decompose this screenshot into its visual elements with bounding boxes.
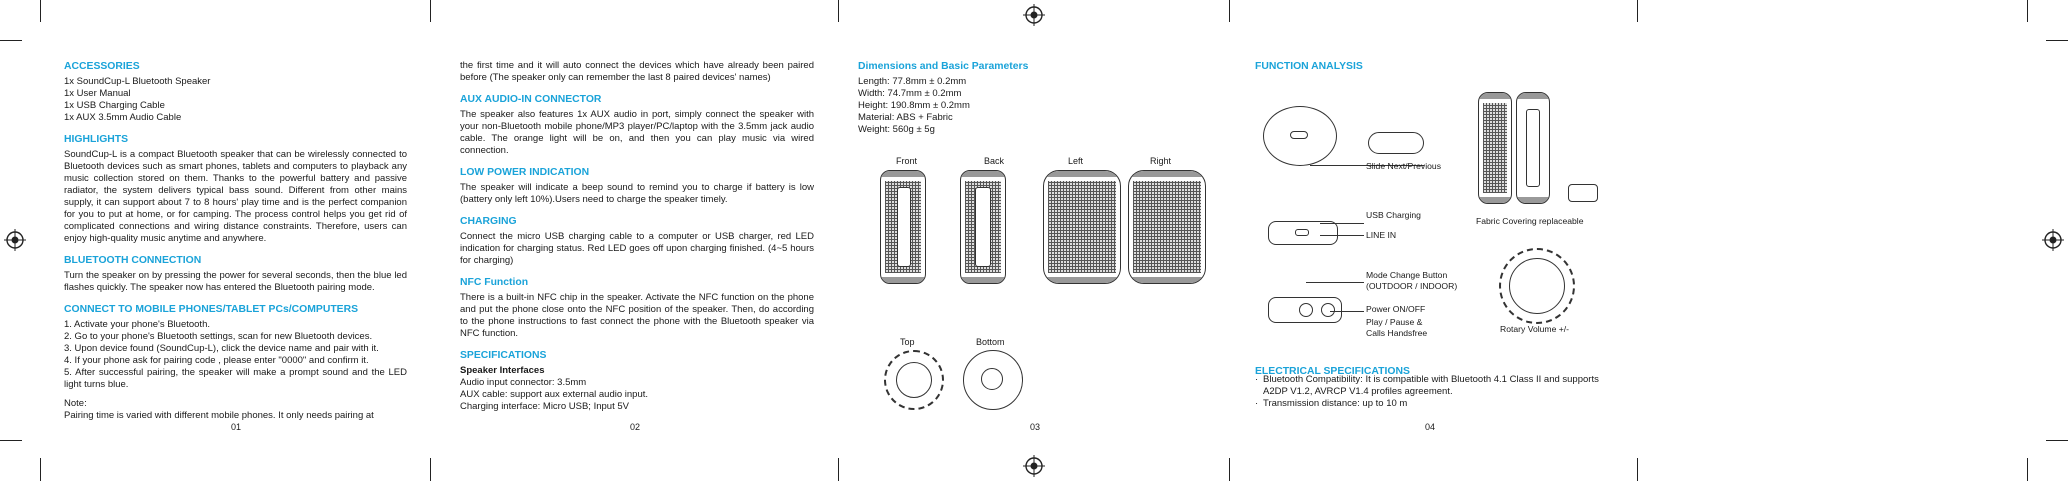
- page-number: 02: [630, 422, 641, 432]
- charging-body: Connect the micro USB charging cable to a computer or USB charger, red LED indication for charging status. Red LED goes off upon charging finished. (4~5 hours for charging): [460, 231, 814, 266]
- specifications-heading: SPECIFICATIONS: [460, 350, 547, 361]
- line-in-label: LINE IN: [1366, 230, 1397, 240]
- crop-mark: [2046, 40, 2068, 41]
- page-1-column: [64, 60, 407, 422]
- low-power-heading: LOW POWER INDICATION: [460, 167, 590, 178]
- page-number: 03: [1030, 422, 1041, 432]
- spec-line: AUX cable: support aux external audio input.: [460, 389, 649, 400]
- dimension-line: Height: 190.8mm ± 0.2mm: [858, 100, 970, 111]
- page-3-column: [858, 60, 1238, 136]
- leader-line: [1320, 235, 1364, 236]
- nfc-body: There is a built-in NFC chip in the speaker. Activate the NFC function on the phone and put the phone close onto the NFC position of the speaker. Then, do according to the phone instructions to fast connect the phone with the Bluetooth speaker via NFC function.: [460, 292, 814, 339]
- view-label-left: Left: [1068, 156, 1084, 166]
- dimension-line: Width: 74.7mm ± 0.2mm: [858, 88, 962, 99]
- accessories-list: [64, 76, 407, 124]
- spec-line: Charging interface: Micro USB; Input 5V: [460, 401, 629, 412]
- bluetooth-heading: BLUETOOTH CONNECTION: [64, 255, 202, 266]
- leader-line: [1320, 223, 1364, 224]
- low-power-body: The speaker will indicate a beep sound to remind you to charge if battery is low (battery only left 10%).Users need to charge the speaker timely.: [460, 182, 814, 205]
- aux-body: The speaker also features 1x AUX audio in port, simply connect the speaker with your non-Bluetooth mobile phone/MP3 player/PC/laptop with the 3.5mm jack audio cable. The orange light will be on, and then you can play music via wired connection.: [460, 109, 814, 156]
- view-label-top: Top: [900, 337, 915, 347]
- electrical-spec-item: · Transmission distance: up to 10 m: [1255, 398, 1408, 409]
- connect-step: 4. If your phone ask for pairing code , please enter "0000" and confirm it.: [64, 355, 369, 366]
- mode-change-sub-label: (OUTDOOR / INDOOR): [1366, 281, 1458, 291]
- fabric-speaker-diagram: [1478, 92, 1512, 204]
- fabric-covering-label: Fabric Covering replaceable: [1476, 216, 1584, 226]
- slide-switch-diagram: [1368, 132, 1424, 154]
- accessory-item: 1x AUX 3.5mm Audio Cable: [64, 112, 182, 123]
- button-panel-diagram: [1268, 297, 1342, 323]
- electrical-spec-text: Transmission distance: up to 10 m: [1263, 398, 1408, 409]
- nfc-heading: NFC Function: [460, 277, 529, 288]
- connect-step: 3. Upon device found (SoundCup-L), click the device name and pair with it.: [64, 343, 379, 354]
- accessories-heading: ACCESSORIES: [64, 61, 140, 72]
- connect-step: 1. Activate your phone's Bluetooth.: [64, 319, 210, 330]
- dimension-line: Weight: 560g ± 5g: [858, 124, 935, 135]
- highlights-body: SoundCup-L is a compact Bluetooth speaker that can be wirelessly connected to Bluetooth devices such as smart phones, tablets and computers to playback any music collection stored on them. Thanks to the powerful battery and passive radiator, the system delivers typical bass sound. Different from other mains supply, it can support about 7 to 8 hours' play time and is the perfect companion for you to put at home, or for camping. The process control helps you get rid of complicated connections and wiring distance constraints. Therefore, users can enjoy high-quality music anytime and anywhere.: [64, 149, 407, 244]
- view-label-front: Front: [896, 156, 918, 166]
- play-pause-label: Play / Pause &: [1366, 317, 1423, 327]
- crop-mark: [2046, 440, 2068, 441]
- manual-page-3: [850, 0, 1250, 481]
- dimension-line: Length: 77.8mm ± 0.2mm: [858, 76, 967, 87]
- view-label-back: Back: [984, 156, 1005, 166]
- connect-steps: [64, 319, 407, 391]
- usb-charging-label: USB Charging: [1366, 210, 1421, 220]
- calls-handsfree-label: Calls Handsfree: [1366, 328, 1428, 338]
- connect-step: 5. After successful pairing, the speaker will make a prompt sound and the LED light turns blue.: [64, 367, 407, 390]
- page-2-column: [460, 60, 814, 413]
- rotary-volume-diagram: [1499, 248, 1575, 324]
- speaker-back-view: [960, 170, 1006, 284]
- speaker-right-view: [1128, 170, 1206, 284]
- page-number: 01: [231, 422, 242, 432]
- electrical-spec-text: Bluetooth Compatibility: It is compatible with Bluetooth 4.1 Class II and supports A2DP V1.2, AVRCP V1.4 profiles agreement.: [1263, 374, 1599, 397]
- power-label: Power ON/OFF: [1366, 304, 1426, 314]
- electrical-specifications-heading: ELECTRICAL SPECIFICATIONS: [1255, 366, 1410, 377]
- manual-page-2: [430, 0, 850, 481]
- electrical-spec-item: · Bluetooth Compatibility: It is compatible with Bluetooth 4.1 Class II and supports A2DP V1.2, AVRCP V1.4 profiles agreement.: [1255, 374, 1610, 398]
- dimension-line: Material: ABS + Fabric: [858, 112, 953, 123]
- speaker-left-view: [1043, 170, 1121, 284]
- pairing-continuation: the first time and it will auto connect the devices which have already been paired before (The speaker only can remember the last 8 paired devices' names): [460, 60, 814, 83]
- bluetooth-body: Turn the speaker on by pressing the power for several seconds, then the blue led flashes quickly. The speaker now has entered the Bluetooth pairing mode.: [64, 270, 407, 293]
- leader-line: [1306, 282, 1364, 283]
- registration-mark-icon: [2042, 229, 2064, 251]
- highlights-heading: HIGHLIGHTS: [64, 134, 129, 145]
- accessory-item: 1x SoundCup-L Bluetooth Speaker: [64, 76, 211, 87]
- function-analysis-heading: FUNCTION ANALYSIS: [1255, 61, 1363, 72]
- page-4-column: [1255, 60, 1615, 76]
- crop-mark: [2027, 458, 2028, 481]
- connect-step: 2. Go to your phone's Bluetooth settings, scan for new Bluetooth devices.: [64, 331, 373, 342]
- manual-page-4: [1250, 0, 1660, 481]
- fabric-cover-diagram: [1568, 184, 1598, 202]
- rotary-volume-label: Rotary Volume +/-: [1500, 324, 1570, 334]
- port-panel-diagram: [1268, 221, 1338, 245]
- connect-heading: CONNECT TO MOBILE PHONES/TABLET PCs/COMPUTERS: [64, 304, 359, 315]
- speaker-front-view: [880, 170, 926, 284]
- accessory-item: 1x User Manual: [64, 88, 131, 99]
- speaker-bottom-view: [963, 350, 1023, 410]
- note-body: Pairing time is varied with different mobile phones. It only needs pairing at: [64, 410, 374, 421]
- crop-mark: [2027, 0, 2028, 22]
- electrical-specifications-list: [1255, 374, 1610, 410]
- manual-page-1: [0, 0, 430, 481]
- aux-heading: AUX AUDIO-IN CONNECTOR: [460, 94, 602, 105]
- charging-heading: CHARGING: [460, 216, 517, 227]
- slide-next-previous-label: Slide Next/Previous: [1366, 161, 1441, 171]
- note-label: Note:: [64, 398, 87, 409]
- view-label-right: Right: [1150, 156, 1172, 166]
- accessory-item: 1x USB Charging Cable: [64, 100, 165, 111]
- view-label-bottom: Bottom: [976, 337, 1005, 347]
- spec-line: Audio input connector: 3.5mm: [460, 377, 587, 388]
- speaker-interfaces-subheading: Speaker Interfaces: [460, 365, 545, 376]
- fabric-speaker-open-diagram: [1516, 92, 1550, 204]
- page-number: 04: [1425, 422, 1436, 432]
- mode-change-label: Mode Change Button: [1366, 270, 1448, 280]
- slide-control-diagram: [1263, 106, 1337, 166]
- speaker-top-view: [884, 350, 944, 410]
- leader-line: [1330, 311, 1364, 312]
- dimensions-heading: Dimensions and Basic Parameters: [858, 61, 1029, 72]
